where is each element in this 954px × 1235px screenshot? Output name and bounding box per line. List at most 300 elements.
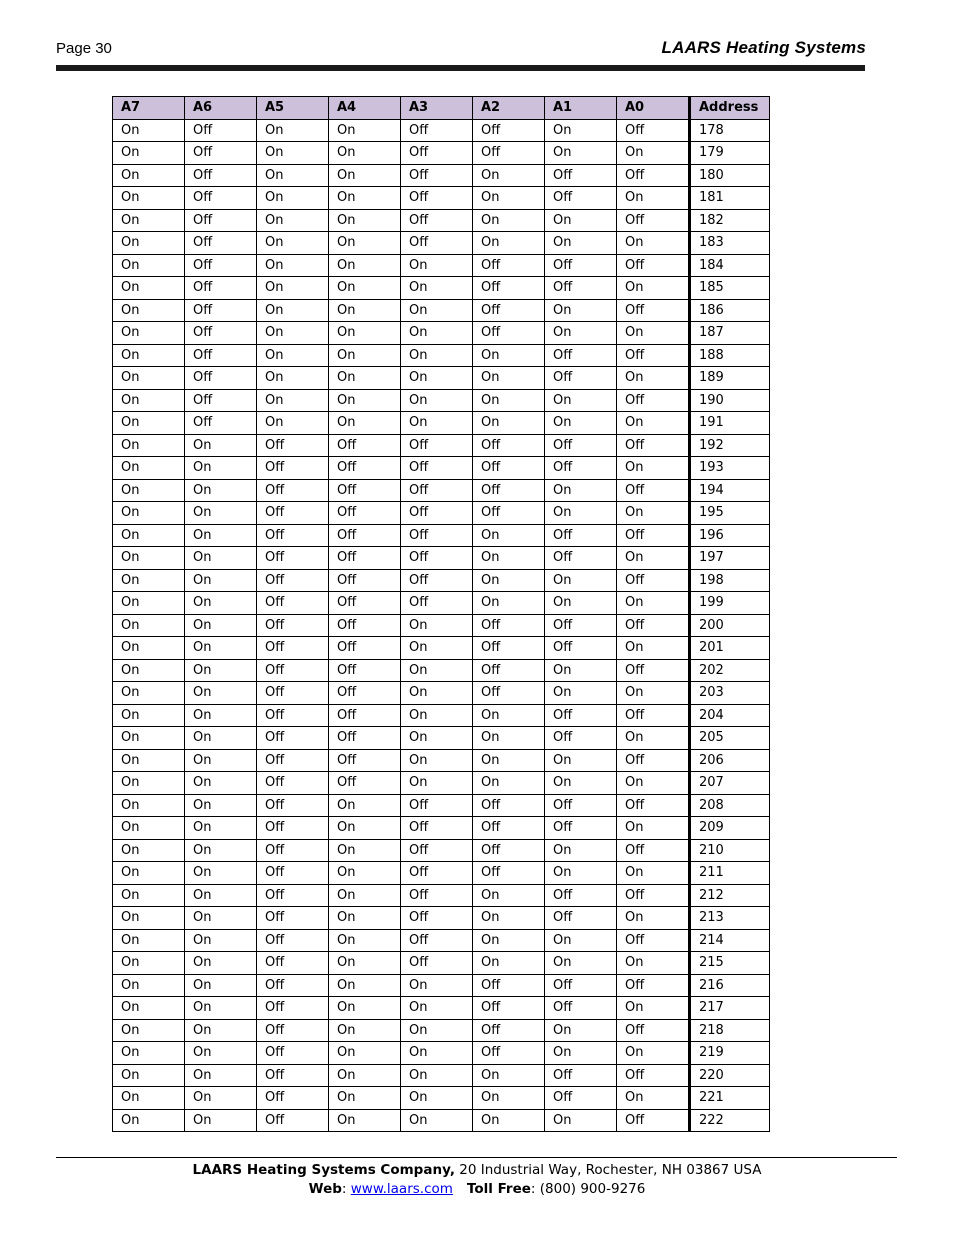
table-row	[113, 772, 770, 795]
switch-cell: On	[401, 1087, 473, 1110]
switch-cell: Off	[617, 839, 690, 862]
footer-tollfree-label: Toll Free	[466, 1181, 531, 1197]
switch-cell: On	[617, 907, 690, 930]
switch-cell: Off	[257, 1064, 329, 1087]
switch-cell: On	[113, 907, 185, 930]
switch-cell: On	[329, 187, 401, 210]
address-cell: 189	[690, 367, 770, 390]
switch-cell: Off	[617, 389, 690, 412]
switch-cell: Off	[617, 704, 690, 727]
address-cell: 217	[690, 997, 770, 1020]
switch-cell: On	[113, 457, 185, 480]
address-cell: 222	[690, 1109, 770, 1132]
table-row	[113, 569, 770, 592]
switch-cell: On	[617, 277, 690, 300]
switch-cell: On	[401, 1109, 473, 1132]
switch-cell: On	[113, 749, 185, 772]
switch-cell: On	[617, 457, 690, 480]
switch-cell: On	[401, 682, 473, 705]
switch-cell: Off	[473, 974, 545, 997]
switch-cell: On	[401, 704, 473, 727]
switch-cell: Off	[401, 592, 473, 615]
switch-cell: Off	[473, 637, 545, 660]
switch-cell: On	[185, 1019, 257, 1042]
address-cell: 190	[690, 389, 770, 412]
switch-cell: Off	[257, 682, 329, 705]
switch-cell: Off	[617, 1019, 690, 1042]
switch-cell: Off	[329, 434, 401, 457]
column-header-a7: A7	[113, 97, 185, 120]
address-cell: 193	[690, 457, 770, 480]
switch-cell: On	[401, 749, 473, 772]
switch-cell: On	[329, 164, 401, 187]
switch-cell: On	[473, 209, 545, 232]
switch-cell: On	[545, 322, 617, 345]
address-cell: 186	[690, 299, 770, 322]
switch-cell: On	[113, 187, 185, 210]
switch-cell: On	[401, 1064, 473, 1087]
switch-cell: On	[185, 704, 257, 727]
switch-cell: On	[329, 907, 401, 930]
switch-cell: Off	[545, 794, 617, 817]
switch-cell: On	[329, 1087, 401, 1110]
switch-cell: On	[473, 232, 545, 255]
table-row	[113, 479, 770, 502]
switch-cell: On	[329, 412, 401, 435]
switch-cell: On	[545, 209, 617, 232]
switch-cell: On	[185, 794, 257, 817]
switch-cell: On	[113, 232, 185, 255]
switch-cell: Off	[257, 839, 329, 862]
switch-cell: Off	[257, 659, 329, 682]
switch-cell: On	[185, 772, 257, 795]
switch-cell: On	[185, 659, 257, 682]
switch-cell: On	[617, 952, 690, 975]
switch-cell: Off	[545, 1087, 617, 1110]
switch-cell: Off	[545, 637, 617, 660]
switch-cell: On	[185, 682, 257, 705]
switch-cell: On	[113, 1109, 185, 1132]
switch-cell: Off	[473, 277, 545, 300]
switch-cell: On	[329, 254, 401, 277]
switch-cell: On	[113, 569, 185, 592]
switch-cell: Off	[329, 637, 401, 660]
switch-cell: On	[113, 164, 185, 187]
switch-cell: On	[473, 907, 545, 930]
switch-cell: On	[545, 569, 617, 592]
switch-cell: On	[257, 142, 329, 165]
switch-cell: Off	[473, 322, 545, 345]
switch-cell: On	[113, 1042, 185, 1065]
table-row	[113, 277, 770, 300]
switch-cell: Off	[257, 817, 329, 840]
switch-cell: Off	[329, 592, 401, 615]
switch-cell: On	[545, 1042, 617, 1065]
brand-title: LAARS Heating Systems	[661, 38, 866, 57]
switch-cell: Off	[473, 794, 545, 817]
switch-cell: On	[401, 412, 473, 435]
table-row	[113, 434, 770, 457]
switch-cell: Off	[329, 457, 401, 480]
switch-cell: On	[401, 997, 473, 1020]
switch-cell: On	[617, 862, 690, 885]
footer-web-label: Web	[308, 1181, 342, 1197]
switch-cell: On	[545, 142, 617, 165]
table-row	[113, 974, 770, 997]
table-header-row	[113, 97, 770, 120]
switch-cell: On	[257, 119, 329, 142]
switch-cell: On	[617, 772, 690, 795]
switch-cell: On	[617, 637, 690, 660]
address-cell: 198	[690, 569, 770, 592]
switch-cell: Off	[473, 502, 545, 525]
switch-cell: On	[401, 389, 473, 412]
switch-cell: On	[617, 367, 690, 390]
switch-cell: On	[113, 682, 185, 705]
switch-cell: On	[473, 389, 545, 412]
address-cell: 221	[690, 1087, 770, 1110]
switch-cell: On	[401, 637, 473, 660]
switch-cell: On	[185, 929, 257, 952]
switch-cell: Off	[545, 974, 617, 997]
switch-cell: On	[185, 547, 257, 570]
switch-cell: On	[257, 209, 329, 232]
column-header-a5: A5	[257, 97, 329, 120]
switch-cell: Off	[401, 547, 473, 570]
switch-cell: Off	[257, 749, 329, 772]
switch-cell: On	[257, 187, 329, 210]
switch-cell: On	[329, 367, 401, 390]
switch-cell: Off	[617, 749, 690, 772]
switch-cell: On	[257, 232, 329, 255]
switch-cell: Off	[329, 479, 401, 502]
switch-cell: Off	[329, 524, 401, 547]
switch-cell: On	[545, 929, 617, 952]
switch-cell: Off	[185, 277, 257, 300]
address-cell: 181	[690, 187, 770, 210]
switch-cell: Off	[257, 1042, 329, 1065]
switch-cell: Off	[401, 569, 473, 592]
switch-cell: Off	[617, 1109, 690, 1132]
switch-cell: On	[473, 164, 545, 187]
switch-cell: On	[185, 817, 257, 840]
table-row	[113, 929, 770, 952]
switch-cell: On	[257, 412, 329, 435]
switch-cell: On	[617, 187, 690, 210]
table-row	[113, 862, 770, 885]
footer-address-line	[0, 1162, 954, 1178]
switch-cell: On	[329, 277, 401, 300]
switch-cell: On	[401, 322, 473, 345]
switch-cell: On	[185, 974, 257, 997]
switch-cell: On	[473, 344, 545, 367]
table-row	[113, 142, 770, 165]
switch-cell: Off	[617, 164, 690, 187]
address-cell: 196	[690, 524, 770, 547]
switch-cell: On	[113, 794, 185, 817]
switch-cell: On	[329, 817, 401, 840]
switch-cell: On	[113, 592, 185, 615]
switch-cell: Off	[473, 254, 545, 277]
switch-cell: Off	[617, 344, 690, 367]
switch-cell: On	[545, 299, 617, 322]
switch-cell: Off	[401, 434, 473, 457]
switch-cell: On	[329, 322, 401, 345]
switch-cell: On	[545, 502, 617, 525]
switch-cell: Off	[617, 659, 690, 682]
switch-cell: Off	[401, 839, 473, 862]
switch-cell: On	[329, 952, 401, 975]
address-cell: 216	[690, 974, 770, 997]
switch-cell: On	[473, 524, 545, 547]
switch-cell: Off	[185, 322, 257, 345]
switch-cell: On	[545, 862, 617, 885]
column-header-address: Address	[690, 97, 770, 120]
switch-cell: On	[329, 1109, 401, 1132]
footer-company: LAARS Heating Systems Company,	[192, 1162, 455, 1178]
switch-cell: On	[257, 344, 329, 367]
switch-cell: Off	[401, 479, 473, 502]
switch-cell: Off	[401, 952, 473, 975]
address-cell: 204	[690, 704, 770, 727]
switch-cell: Off	[473, 614, 545, 637]
table-row	[113, 817, 770, 840]
switch-cell: On	[329, 119, 401, 142]
switch-cell: Off	[473, 119, 545, 142]
switch-cell: On	[113, 367, 185, 390]
switch-cell: On	[473, 412, 545, 435]
page-number: Page 30	[56, 40, 112, 57]
address-cell: 178	[690, 119, 770, 142]
switch-cell: On	[113, 412, 185, 435]
table-row	[113, 749, 770, 772]
switch-cell: On	[257, 367, 329, 390]
switch-cell: On	[617, 592, 690, 615]
table-row	[113, 209, 770, 232]
switch-cell: Off	[401, 187, 473, 210]
switch-cell: On	[329, 1064, 401, 1087]
address-cell: 179	[690, 142, 770, 165]
switch-cell: On	[401, 1019, 473, 1042]
switch-cell: On	[113, 1064, 185, 1087]
switch-cell: Off	[545, 997, 617, 1020]
switch-cell: Off	[401, 862, 473, 885]
switch-cell: Off	[545, 367, 617, 390]
switch-cell: On	[545, 772, 617, 795]
switch-cell: Off	[185, 142, 257, 165]
switch-cell: Off	[401, 164, 473, 187]
switch-cell: On	[113, 254, 185, 277]
switch-cell: On	[257, 277, 329, 300]
switch-cell: Off	[545, 434, 617, 457]
switch-cell: On	[473, 1109, 545, 1132]
switch-cell: Off	[329, 569, 401, 592]
table-row	[113, 502, 770, 525]
address-cell: 212	[690, 884, 770, 907]
switch-cell: Off	[545, 277, 617, 300]
switch-cell: Off	[545, 524, 617, 547]
column-header-a4: A4	[329, 97, 401, 120]
table-row	[113, 299, 770, 322]
switch-cell: On	[113, 862, 185, 885]
switch-cell: On	[113, 344, 185, 367]
address-cell: 218	[690, 1019, 770, 1042]
switch-cell: On	[185, 524, 257, 547]
switch-cell: On	[545, 232, 617, 255]
address-cell: 180	[690, 164, 770, 187]
switch-cell: On	[473, 1087, 545, 1110]
switch-cell: On	[185, 457, 257, 480]
switch-cell: On	[185, 1109, 257, 1132]
address-cell: 214	[690, 929, 770, 952]
switch-cell: On	[185, 502, 257, 525]
switch-cell: Off	[329, 772, 401, 795]
switch-cell: Off	[401, 884, 473, 907]
table-body	[113, 119, 770, 1132]
switch-cell: On	[473, 592, 545, 615]
header-rule	[56, 65, 865, 71]
switch-cell: On	[113, 502, 185, 525]
switch-cell: On	[545, 1019, 617, 1042]
table-row	[113, 659, 770, 682]
switch-cell: On	[113, 434, 185, 457]
switch-cell: Off	[401, 209, 473, 232]
switch-cell: On	[545, 659, 617, 682]
switch-cell: Off	[257, 569, 329, 592]
switch-cell: On	[473, 187, 545, 210]
switch-cell: On	[113, 1019, 185, 1042]
address-cell: 213	[690, 907, 770, 930]
switch-cell: Off	[545, 187, 617, 210]
address-cell: 215	[690, 952, 770, 975]
switch-cell: On	[545, 839, 617, 862]
switch-cell: Off	[473, 1019, 545, 1042]
switch-cell: Off	[617, 1064, 690, 1087]
switch-cell: On	[329, 997, 401, 1020]
switch-cell: Off	[257, 772, 329, 795]
switch-cell: On	[113, 772, 185, 795]
switch-cell: On	[329, 794, 401, 817]
switch-cell: On	[113, 389, 185, 412]
switch-cell: On	[257, 322, 329, 345]
switch-cell: On	[113, 817, 185, 840]
switch-cell: Off	[401, 907, 473, 930]
switch-cell: On	[113, 997, 185, 1020]
switch-cell: On	[473, 884, 545, 907]
switch-cell: On	[473, 929, 545, 952]
table-row	[113, 344, 770, 367]
switch-cell: On	[113, 884, 185, 907]
switch-cell: Off	[545, 164, 617, 187]
switch-cell: On	[473, 952, 545, 975]
address-cell: 199	[690, 592, 770, 615]
switch-cell: On	[329, 929, 401, 952]
switch-cell: On	[617, 727, 690, 750]
switch-cell: On	[113, 1087, 185, 1110]
switch-cell: On	[113, 929, 185, 952]
switch-cell: On	[617, 502, 690, 525]
table-row	[113, 794, 770, 817]
switch-cell: On	[113, 322, 185, 345]
switch-cell: On	[185, 637, 257, 660]
switch-cell: Off	[257, 637, 329, 660]
switch-cell: Off	[617, 209, 690, 232]
switch-cell: Off	[329, 614, 401, 637]
table-row	[113, 524, 770, 547]
switch-cell: Off	[617, 614, 690, 637]
switch-cell: Off	[257, 502, 329, 525]
switch-cell: Off	[401, 929, 473, 952]
switch-cell: On	[185, 997, 257, 1020]
switch-cell: On	[473, 749, 545, 772]
switch-cell: On	[545, 749, 617, 772]
switch-cell: Off	[545, 704, 617, 727]
switch-cell: On	[329, 1042, 401, 1065]
switch-cell: On	[545, 389, 617, 412]
switch-cell: Off	[617, 434, 690, 457]
switch-cell: On	[185, 952, 257, 975]
switch-cell: Off	[617, 524, 690, 547]
switch-cell: On	[113, 277, 185, 300]
switch-cell: On	[473, 772, 545, 795]
switch-cell: On	[473, 367, 545, 390]
switch-cell: On	[473, 727, 545, 750]
address-cell: 219	[690, 1042, 770, 1065]
switch-cell: On	[329, 232, 401, 255]
switch-cell: On	[329, 974, 401, 997]
switch-cell: Off	[545, 907, 617, 930]
switch-cell: On	[329, 862, 401, 885]
switch-cell: Off	[617, 974, 690, 997]
switch-cell: On	[113, 659, 185, 682]
switch-cell: Off	[257, 884, 329, 907]
switch-cell: Off	[329, 659, 401, 682]
switch-cell: Off	[617, 254, 690, 277]
switch-cell: On	[473, 704, 545, 727]
switch-cell: Off	[617, 794, 690, 817]
switch-cell: On	[113, 637, 185, 660]
switch-cell: Off	[185, 367, 257, 390]
switch-cell: On	[185, 727, 257, 750]
switch-cell: Off	[545, 614, 617, 637]
footer-web-separator: :	[341, 1181, 351, 1197]
switch-cell: On	[617, 1042, 690, 1065]
switch-cell: Off	[617, 299, 690, 322]
switch-cell: On	[401, 367, 473, 390]
switch-cell: On	[545, 479, 617, 502]
switch-cell: On	[185, 1087, 257, 1110]
switch-cell: Off	[185, 389, 257, 412]
table-row	[113, 164, 770, 187]
table-row	[113, 232, 770, 255]
switch-cell: Off	[185, 164, 257, 187]
switch-cell: On	[185, 479, 257, 502]
switch-cell: Off	[257, 457, 329, 480]
footer-web-link[interactable]: www.laars.com	[350, 1181, 453, 1197]
switch-cell: On	[617, 997, 690, 1020]
table-row	[113, 322, 770, 345]
switch-cell: On	[185, 592, 257, 615]
switch-cell: On	[113, 974, 185, 997]
switch-cell: On	[617, 682, 690, 705]
switch-cell: On	[329, 344, 401, 367]
switch-cell: Off	[329, 727, 401, 750]
switch-cell: Off	[617, 119, 690, 142]
switch-cell: Off	[257, 794, 329, 817]
footer-tollfree-value: : (800) 900-9276	[530, 1181, 646, 1197]
switch-cell: Off	[185, 187, 257, 210]
switch-cell: Off	[617, 569, 690, 592]
